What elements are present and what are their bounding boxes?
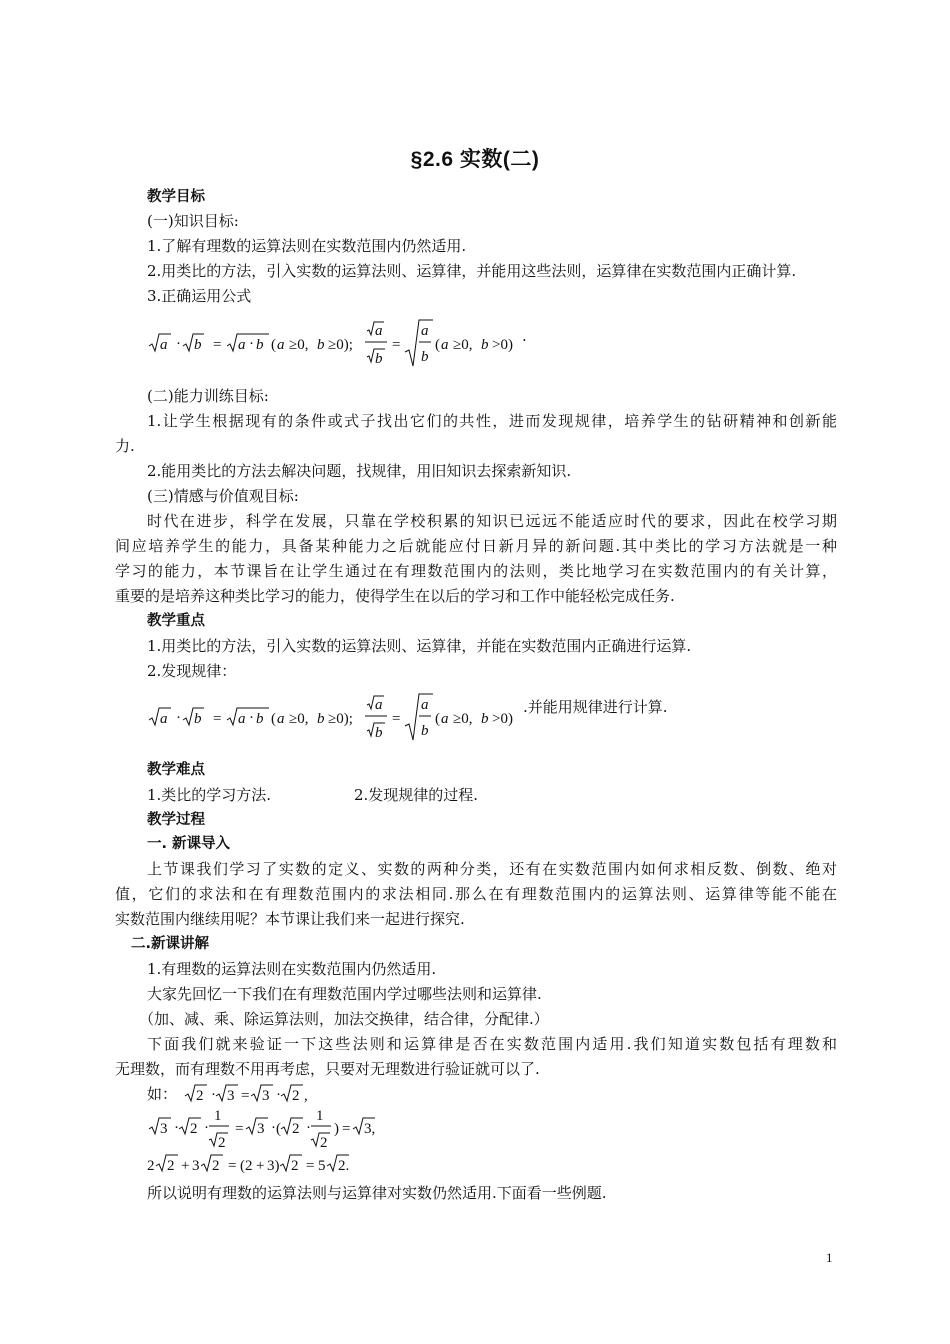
svg-text:2: 2 xyxy=(292,1088,300,1104)
svg-text:2: 2 xyxy=(218,1135,226,1151)
svg-text:=: = xyxy=(306,1158,315,1174)
svg-text:b: b xyxy=(194,337,202,353)
svg-text:·: · xyxy=(276,1087,281,1103)
knowledge-label: (一)知识目标: xyxy=(147,212,239,230)
svg-text:2.: 2. xyxy=(338,1158,350,1174)
example-formula-2 xyxy=(147,1104,397,1152)
key-points-item-2-tail: .并能用规律进行计算. xyxy=(523,698,668,716)
svg-text:+: + xyxy=(181,1158,190,1174)
svg-text:2: 2 xyxy=(291,1158,299,1174)
page-number: 1 xyxy=(826,1250,833,1265)
difficulties-heading: 教学难点 xyxy=(147,762,205,778)
svg-text:=: = xyxy=(213,711,222,727)
ability-label: (二)能力训练目标: xyxy=(147,387,269,405)
svg-text:=: = xyxy=(392,711,401,727)
emotion-label: (三)情感与价值观目标: xyxy=(147,487,299,505)
svg-text:≥0,: ≥0, xyxy=(289,711,309,727)
svg-text:≥0,: ≥0, xyxy=(453,711,473,727)
svg-text:=: = xyxy=(228,1158,237,1174)
svg-text:·: · xyxy=(249,336,254,352)
svg-text:(: ( xyxy=(271,711,276,727)
svg-text:a: a xyxy=(238,337,246,353)
part2-line-2: 大家先回忆一下我们在有理数范围内学过哪些法则和运算律. xyxy=(147,985,542,1003)
svg-text:a: a xyxy=(277,711,285,727)
process-heading: 教学过程 xyxy=(147,812,205,828)
svg-text:5: 5 xyxy=(318,1158,326,1174)
part2-line-1: 1.有理数的运算法则在实数范围内仍然适用. xyxy=(147,960,437,978)
difficulties-item-1: 1.类比的学习方法. xyxy=(147,786,272,804)
svg-text:2: 2 xyxy=(167,1158,175,1174)
svg-text:b: b xyxy=(421,723,429,739)
svg-text:>0): >0) xyxy=(492,337,513,353)
part1-line-1: 上节课我们学习了实数的定义、实数的两种分类，还有在实数范围内如何求相反数、倒数、绝对 xyxy=(147,860,837,878)
page-title: §2.6 实数(二) xyxy=(410,148,540,171)
svg-text:b: b xyxy=(481,711,489,727)
svg-text:a: a xyxy=(421,323,429,339)
svg-text:=: = xyxy=(213,337,222,353)
difficulties-item-2: 2.发现规律的过程. xyxy=(354,786,479,804)
svg-text:·: · xyxy=(306,1120,311,1136)
svg-text:2: 2 xyxy=(320,1135,328,1151)
knowledge-item-2: 2.用类比的方法，引入实数的运算法则、运算律，并能用这些法则，运算律在实数范围内正确计算. xyxy=(147,262,797,280)
svg-text:b: b xyxy=(375,725,383,741)
example-label: 如： xyxy=(147,1085,178,1103)
svg-text:(: ( xyxy=(276,1121,281,1137)
svg-text:·: · xyxy=(211,1087,216,1103)
svg-text:2: 2 xyxy=(190,1121,198,1137)
svg-text:2: 2 xyxy=(212,1158,220,1174)
svg-text:(: ( xyxy=(435,337,440,353)
sqrt-formula-1 xyxy=(147,318,537,368)
svg-text:a: a xyxy=(375,697,383,713)
ability-item-1-line-2: 力. xyxy=(115,437,135,455)
svg-text:): ) xyxy=(334,1121,339,1137)
svg-text:a: a xyxy=(160,337,168,353)
svg-text:a: a xyxy=(277,337,285,353)
svg-text:·: · xyxy=(249,710,254,726)
svg-text:≥0);: ≥0); xyxy=(328,337,353,353)
part1-heading: 一. 新课导入 xyxy=(147,836,231,852)
part2-line-4a: 下面我们就来验证一下这些法则和运算律是否在实数范围内适用.我们知道实数包括有理数和 xyxy=(147,1035,837,1053)
svg-text:≥0,: ≥0, xyxy=(453,337,473,353)
svg-text:3: 3 xyxy=(160,1121,168,1137)
svg-text:+: + xyxy=(256,1158,265,1174)
sqrt-formula-2 xyxy=(147,692,537,742)
svg-text:3,: 3, xyxy=(364,1121,376,1137)
key-points-heading: 教学重点 xyxy=(147,613,205,629)
svg-text:a: a xyxy=(421,697,429,713)
part2-line-4b: 无理数，而有理数不用再考虑，只要对无理数进行验证就可以了. xyxy=(115,1060,540,1078)
svg-text:·: · xyxy=(176,336,181,352)
objectives-heading: 教学目标 xyxy=(147,189,205,205)
svg-text:2: 2 xyxy=(147,1158,155,1174)
svg-text:3: 3 xyxy=(262,1088,270,1104)
part2-heading: 二.新课讲解 xyxy=(131,936,210,952)
svg-text:2: 2 xyxy=(292,1121,300,1137)
svg-text:b: b xyxy=(375,351,383,367)
ability-item-2: 2.能用类比的方法去解决问题，找规律，用旧知识去探索新知识. xyxy=(147,462,572,480)
svg-text:a: a xyxy=(441,711,449,727)
svg-text:1: 1 xyxy=(316,1108,324,1124)
svg-text:1: 1 xyxy=(214,1108,222,1124)
example-formula-3 xyxy=(147,1152,367,1178)
svg-text:a: a xyxy=(238,711,246,727)
svg-text:·: · xyxy=(174,1120,179,1136)
svg-text:b: b xyxy=(317,711,325,727)
svg-text:3: 3 xyxy=(227,1088,235,1104)
svg-text:3: 3 xyxy=(257,1121,265,1137)
ability-item-1-line-1: 1.让学生根据现有的条件或式子找出它们的共性，进而发现规律，培养学生的钻研精神和创新能 xyxy=(147,412,837,430)
svg-text:b: b xyxy=(194,711,202,727)
svg-text:a: a xyxy=(441,337,449,353)
svg-text:b: b xyxy=(481,337,489,353)
svg-text:=: = xyxy=(342,1121,351,1137)
knowledge-item-1: 1.了解有理数的运算法则在实数范围内仍然适用. xyxy=(147,237,467,255)
svg-text:,: , xyxy=(304,1088,308,1104)
svg-text:b: b xyxy=(317,337,325,353)
emotion-line-4: 重要的是培养这种类比学习的能力，使得学生在以后的学习和工作中能轻松完成任务. xyxy=(115,587,675,605)
part2-line-3: （加、减、乘、除运算法则，加法交换律，结合律，分配律.） xyxy=(139,1010,549,1028)
svg-text:(: ( xyxy=(271,337,276,353)
svg-text:a: a xyxy=(160,711,168,727)
knowledge-item-3: 3.正确运用公式 xyxy=(147,287,252,305)
svg-text:a: a xyxy=(375,323,383,339)
emotion-line-3: 学习的能力，本节课旨在让学生通过在有理数范围内的法则，类比地学习在实数范围内的有关计算， xyxy=(115,562,837,580)
svg-text:·: · xyxy=(176,710,181,726)
svg-text:3): 3) xyxy=(267,1158,280,1174)
svg-text:b: b xyxy=(256,711,264,727)
svg-text:>0): >0) xyxy=(492,711,513,727)
part1-line-3: 实数范围内继续用呢？本节课让我们来一起进行探究. xyxy=(115,910,465,928)
formula-1-period: . xyxy=(522,327,527,345)
emotion-line-1: 时代在进步，科学在发展，只靠在学校积累的知识已远远不能适应时代的要求，因此在校学习期 xyxy=(147,512,837,530)
svg-text:(2: (2 xyxy=(240,1158,253,1174)
svg-text:=: = xyxy=(235,1121,244,1137)
key-points-item-1: 1.用类比的方法，引入实数的运算法则、运算律，并能在实数范围内正确进行运算. xyxy=(147,637,692,655)
svg-text:·: · xyxy=(204,1120,209,1136)
svg-text:3: 3 xyxy=(192,1158,200,1174)
svg-text:=: = xyxy=(241,1088,250,1104)
part2-conclusion: 所以说明有理数的运算法则与运算律对实数仍然适用.下面看一些例题. xyxy=(147,1184,607,1202)
svg-text:≥0,: ≥0, xyxy=(289,337,309,353)
svg-text:b: b xyxy=(421,349,429,365)
part1-line-2: 值，它们的求法和在有理数范围内的求法相同.那么在有理数范围内的运算法则、运算律等能不能在 xyxy=(115,885,837,903)
svg-text:≥0);: ≥0); xyxy=(328,711,353,727)
svg-text:2: 2 xyxy=(196,1088,204,1104)
svg-text:=: = xyxy=(392,337,401,353)
svg-text:·: · xyxy=(271,1120,276,1136)
emotion-line-2: 间应培养学生的能力，具备某种能力之后就能应付日新月异的新问题.其中类比的学习方法就是一种 xyxy=(115,537,837,555)
svg-text:(: ( xyxy=(435,711,440,727)
svg-text:b: b xyxy=(256,337,264,353)
key-points-item-2: 2.发现规律： xyxy=(147,662,237,680)
